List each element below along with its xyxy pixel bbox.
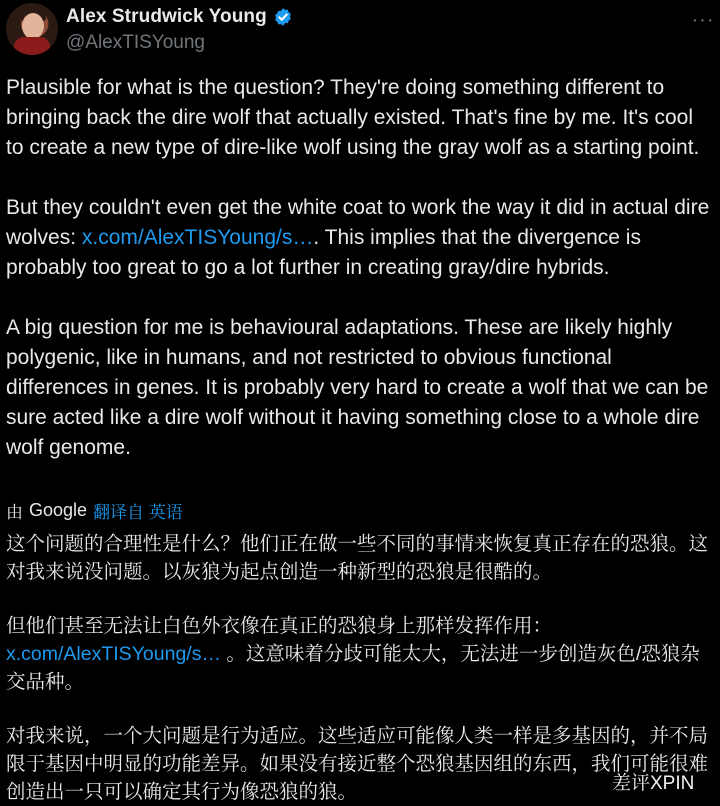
tweet-paragraph-1: Plausible for what is the question? They're doing something different to bringing back the dire wolf that actually existed. That's fine by me. It's cool to create a new type of dire-like wolf using the gray wolf as a starting point. xyxy=(6,76,700,159)
translated-paragraph-2-end: 。这意味着分歧可能太大，无法进一步创造灰色/恐狼杂交品种。 xyxy=(6,643,700,693)
translated-paragraph-1: 这个问题的合理性是什么？他们正在做一些不同的事情来恢复真正存在的恐狼。这对我来说没问题。以灰狼为起点创造一种新型的恐狼是很酷的。 xyxy=(6,533,709,583)
tweet-link[interactable]: x.com/AlexTISYoung/s… xyxy=(81,226,314,249)
google-logo: Google xyxy=(29,500,88,520)
author-handle[interactable]: @AlexTISYoung xyxy=(66,32,206,53)
translation-attribution xyxy=(6,498,183,523)
watermark: 差评XPIN xyxy=(612,773,695,794)
author-name-row xyxy=(66,6,293,28)
translated-link[interactable]: x.com/AlexTISYoung/s… xyxy=(6,643,221,665)
tweet-paragraph-3: A big question for me is behavioural adaptations. These are likely highly polygenic, like in humans, and not restricted to obvious functional differences in genes. It is probably very hard to create a wolf that we can be sure acted like a dire wolf without it having something close to a whole dire wolf genome. xyxy=(6,316,709,459)
tweet-paragraph-2-end: . This implies that the divergence is probably too great to go a lot further in creating gray/dire hybrids. xyxy=(6,226,641,279)
translated-from-link[interactable]: 翻译自 英语 xyxy=(93,503,183,522)
avatar[interactable] xyxy=(6,3,58,55)
tweet-text xyxy=(6,73,712,463)
translated-paragraph-2-start: 但他们甚至无法让白色外衣像在真正的恐狼身上那样发挥作用： xyxy=(6,615,553,637)
tweet-paragraph-2-start: But they couldn't even get the white coat to work the way it did in actual dire wolves: xyxy=(6,196,710,249)
author-display-name[interactable]: Alex Strudwick Young xyxy=(66,6,267,27)
tweet-paragraph-2 xyxy=(6,193,712,283)
translated-paragraph-3: 对我来说，一个大问题是行为适应。这些适应可能像人类一样是多基因的，并不局限于基因中明显的功能差异。如果没有接近整个恐狼基因组的东西，我们可能很难创造出一只可以确定其行为像恐狼的狼。 xyxy=(6,725,709,803)
translated-text xyxy=(6,530,712,806)
tweet-header xyxy=(0,0,720,68)
translated-by-label: 由 xyxy=(6,503,23,522)
more-horizontal-icon[interactable]: ··· xyxy=(691,9,715,31)
translated-paragraph-2 xyxy=(6,612,712,696)
verified-badge-icon xyxy=(273,7,293,27)
